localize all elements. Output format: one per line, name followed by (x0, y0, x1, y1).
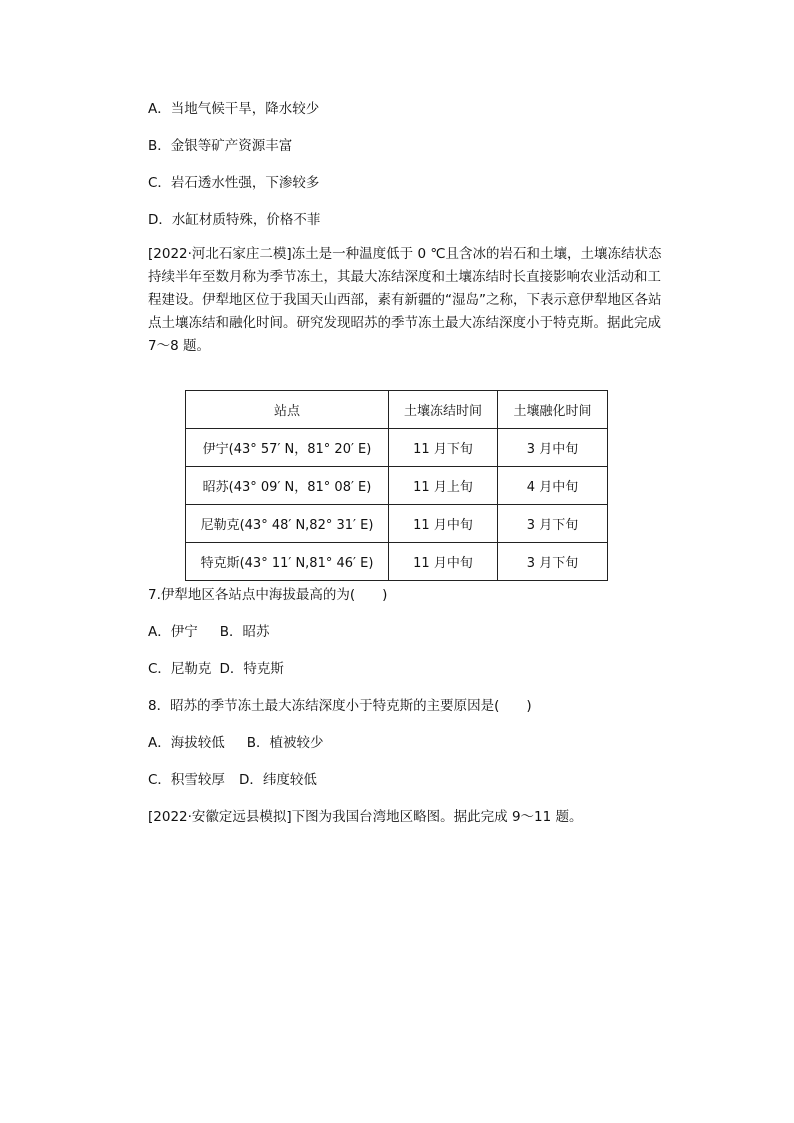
question-7-stem: 7.伊犁地区各站点中海拔最高的为( ) (148, 587, 388, 603)
station-cell: 特克斯(43° 11′ N,81° 46′ E) (186, 543, 389, 581)
option-q6-a: A．当地气候干旱，降水较少 (148, 101, 320, 117)
option-q6-d: D．水缸材质特殊，价格不菲 (148, 212, 321, 228)
table-row (186, 429, 608, 467)
freeze-cell: 11 月中旬 (389, 543, 498, 581)
question-8-options-ab (148, 734, 324, 752)
option-q7-b: B．昭苏 (219, 624, 270, 640)
question-8-options-cd (148, 771, 317, 789)
thaw-cell: 3 月中旬 (498, 429, 608, 467)
thaw-cell: 4 月中旬 (498, 467, 608, 505)
table-row (186, 505, 608, 543)
option-q6-b: B．金银等矿产资源丰富 (148, 138, 293, 154)
question-8-stem: 8．昭苏的季节冻土最大冻结深度小于特克斯的主要原因是( ) (148, 698, 532, 714)
header-station: 站点 (186, 391, 389, 429)
thaw-cell: 3 月下旬 (498, 543, 608, 581)
freeze-cell: 11 月上旬 (389, 467, 498, 505)
question-7-options-cd (148, 660, 284, 678)
header-thaw-time: 土壤融化时间 (498, 391, 608, 429)
table-row (186, 543, 608, 581)
question-7-options-ab (148, 623, 270, 641)
option-q8-c: C．积雪较厚 (148, 772, 225, 788)
freeze-thaw-table (185, 390, 608, 581)
option-q6-c: C．岩石透水性强，下渗较多 (148, 175, 320, 191)
freeze-cell: 11 月下旬 (389, 429, 498, 467)
header-freeze-time: 土壤冻结时间 (389, 391, 498, 429)
intro-paragraph-9-11: [2022·安徽定远县模拟]下图为我国台湾地区略图。据此完成 9～11 题。 (148, 809, 583, 825)
table-header-row (186, 391, 608, 429)
station-cell: 伊宁(43° 57′ N，81° 20′ E) (186, 429, 389, 467)
option-q7-d: D．特克斯 (219, 661, 284, 677)
option-q8-b: B．植被较少 (246, 735, 324, 751)
option-q7-a: A．伊宁 (148, 624, 198, 640)
option-q8-a: A．海拔较低 (148, 735, 225, 751)
intro-paragraph-7-8: [2022·河北石家庄二模]冻土是一种温度低于 0 ℃且含冰的岩石和土壤，土壤冻结状态持续半年至数月称为季节冻土，其最大冻结深度和土壤冻结时长直接影响农业活动和工程建设。伊犁地区位于我国天山西部，素有新疆的“湿岛”之称，下表示意伊犁地区各站点土壤冻结和融化时间。研究发现昭苏的季节冻土最大冻结深度小于特克斯。据此完成 7～8 题。 (148, 246, 662, 354)
option-q8-d: D．纬度较低 (238, 772, 317, 788)
option-q7-c: C．尼勒克 (148, 661, 212, 677)
table-row (186, 467, 608, 505)
station-cell: 昭苏(43° 09′ N，81° 08′ E) (186, 467, 389, 505)
freeze-cell: 11 月中旬 (389, 505, 498, 543)
thaw-cell: 3 月下旬 (498, 505, 608, 543)
station-cell: 尼勒克(43° 48′ N,82° 31′ E) (186, 505, 389, 543)
